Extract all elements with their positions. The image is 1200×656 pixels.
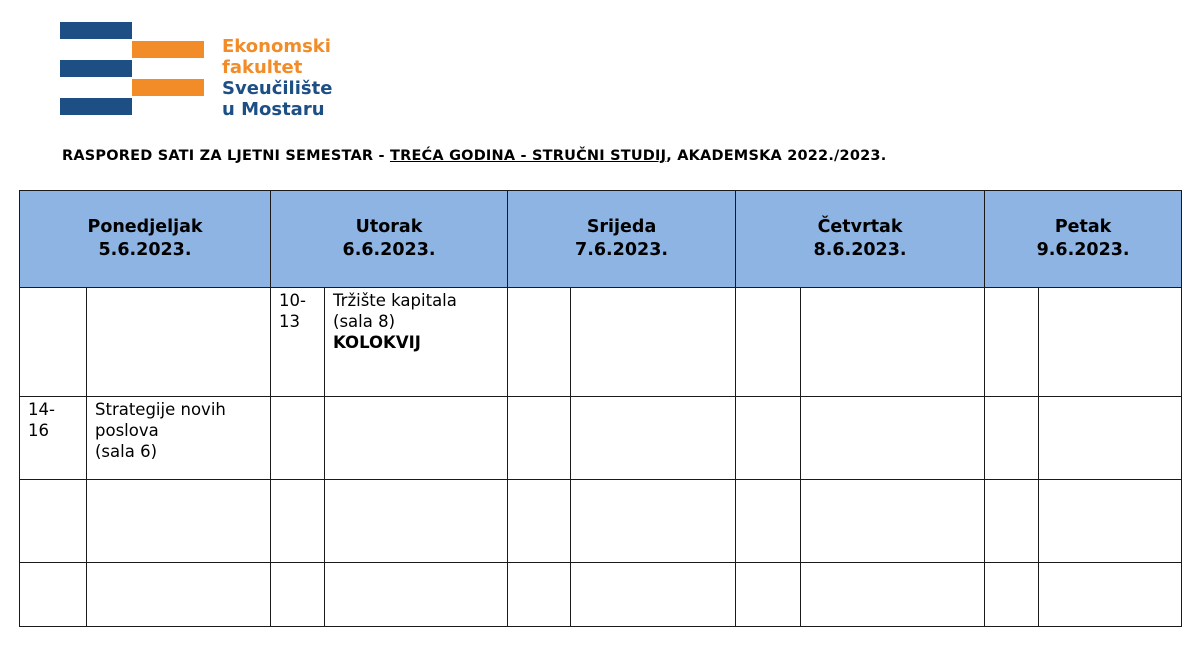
time-cell [20, 563, 87, 627]
day-date: 9.6.2023. [1036, 240, 1130, 260]
course-room: (sala 6) [95, 442, 158, 461]
faculty-logo [60, 20, 350, 130]
time-cell [271, 563, 325, 627]
day-name: Ponedjeljak [87, 217, 203, 237]
class-cell [1039, 288, 1182, 397]
day-date: 6.6.2023. [342, 240, 436, 260]
class-cell [801, 288, 985, 397]
day-header [508, 191, 736, 288]
time-cell [985, 480, 1039, 563]
page-title [62, 148, 1162, 164]
day-date: 5.6.2023. [98, 240, 192, 260]
title-suffix: , AKADEMSKA 2022./2023. [666, 148, 887, 164]
course-room: (sala 8) [333, 312, 396, 331]
time-cell [736, 397, 801, 480]
title-prefix: RASPORED SATI ZA LJETNI SEMESTAR - [62, 148, 390, 164]
schedule-table [19, 190, 1182, 627]
course-name: Tržište kapitala [333, 291, 457, 310]
logo-text [222, 36, 332, 120]
course-name: poslova [95, 421, 159, 440]
time-cell [508, 563, 571, 627]
class-cell [1039, 397, 1182, 480]
course-note: KOLOKVIJ [333, 333, 421, 352]
class-cell [571, 288, 736, 397]
class-cell [325, 480, 508, 563]
logo-line: Ekonomski [222, 36, 331, 57]
logo-stripe [132, 79, 204, 96]
class-cell [87, 563, 271, 627]
time-cell [20, 480, 87, 563]
day-header [736, 191, 985, 288]
class-cell [1039, 480, 1182, 563]
logo-line: u Mostaru [222, 99, 325, 120]
time-cell [985, 397, 1039, 480]
table-row [20, 563, 1182, 627]
day-name: Srijeda [586, 217, 657, 237]
time-cell [736, 480, 801, 563]
class-cell [87, 288, 271, 397]
time-cell [508, 397, 571, 480]
day-name: Petak [1054, 217, 1112, 237]
time-cell [985, 288, 1039, 397]
time-cell [271, 480, 325, 563]
logo-stripe [60, 22, 132, 39]
time-cell [20, 288, 87, 397]
time-cell [271, 288, 325, 397]
class-cell [801, 397, 985, 480]
day-name: Četvrtak [817, 217, 903, 237]
logo-stripe [60, 60, 132, 77]
class-cell [571, 480, 736, 563]
class-cell [1039, 563, 1182, 627]
time-from: 10- [279, 291, 306, 310]
time-cell [736, 563, 801, 627]
time-from: 14- [28, 400, 55, 419]
class-cell [325, 563, 508, 627]
logo-line: Sveučilište [222, 78, 333, 99]
time-cell [736, 288, 801, 397]
table-row [20, 288, 1182, 397]
day-name: Utorak [355, 217, 423, 237]
time-cell [20, 397, 87, 480]
class-cell [325, 288, 508, 397]
course-name: Strategije novih [95, 400, 226, 419]
day-header [985, 191, 1182, 288]
class-cell [801, 480, 985, 563]
class-cell [571, 563, 736, 627]
class-cell [801, 563, 985, 627]
table-row [20, 480, 1182, 563]
class-cell [325, 397, 508, 480]
logo-stripe [60, 98, 132, 115]
table-row [20, 397, 1182, 480]
header-row [20, 191, 1182, 288]
time-cell [508, 480, 571, 563]
day-date: 8.6.2023. [813, 240, 907, 260]
time-cell [508, 288, 571, 397]
time-cell [985, 563, 1039, 627]
class-cell [571, 397, 736, 480]
logo-line: fakultet [222, 57, 303, 78]
time-cell [271, 397, 325, 480]
day-date: 7.6.2023. [575, 240, 669, 260]
title-underlined: TREĆA GODINA - STRUČNI STUDIJ [390, 148, 667, 164]
time-to: 16 [28, 421, 49, 440]
day-header [20, 191, 271, 288]
class-cell [87, 397, 271, 480]
time-to: 13 [279, 312, 301, 331]
class-cell [87, 480, 271, 563]
logo-stripe [132, 41, 204, 58]
day-header [271, 191, 508, 288]
